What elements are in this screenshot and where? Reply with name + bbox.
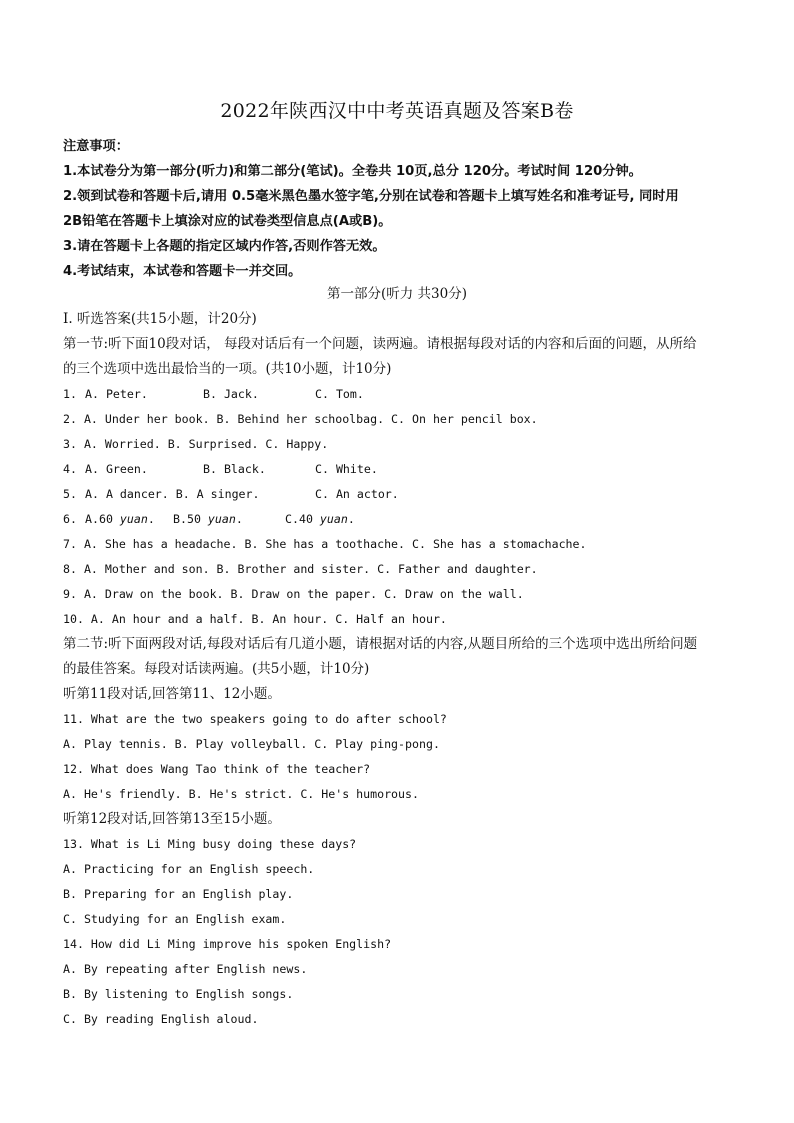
question-4: 4. A. Green. B. Black. C. White. [63,457,743,482]
part-one-heading: 第一部分(听力 共30分) [326,286,467,302]
notice-item: 2.领到试卷和答题卡后,请用 0.5毫米黑色墨水签字笔,分别在试卷和答题卡上填写姓名和准考证号, 同时用 [63,189,679,204]
section-instructions: 的三个选项中选出最恰当的一项。(共10小题，计10分) [63,361,392,377]
question-14-stem: 14. How did Li Ming improve his spoken English? [63,937,392,951]
question-7: 7. A. She has a headache. B. She has a toothache. C. She has a stomachache. [63,537,587,551]
section-instructions: 的最佳答案。每段对话读两遍。(共5小题，计10分) [63,661,370,677]
option-a: A. By repeating after English news. [63,962,308,976]
option-a: A. Green. [85,462,148,476]
option-b: B. Jack. [203,387,259,401]
question-3: 3. A. Worried. B. Surprised. C. Happy. [63,437,329,451]
notice-item: 1.本试卷分为第一部分(听力)和第二部分(笔试)。全卷共 10页,总分 120分。考试时间 120分钟。 [63,164,642,179]
question-10: 10. A. An hour and a half. B. An hour. C. Half an hour. [63,612,447,626]
section-instructions: 第一节:听下面10段对话， 每段对话后有一个问题，读两遍。请根据每段对话的内容和后面的问题，从所给 [63,336,697,352]
option-c: C.40 yuan. [285,512,355,526]
question-11-options: A. Play tennis. B. Play volleyball. C. Play ping-pong. [63,737,440,751]
question-11-stem: 11. What are the two speakers going to do after school? [63,712,447,726]
option-c: C. White. [315,462,378,476]
option-c: C. By reading English aloud. [63,1012,259,1026]
question-5: 5. A. A dancer. B. A singer. C. An actor. [63,482,743,507]
question-8: 8. A. Mother and son. B. Brother and sister. C. Father and daughter. [63,562,538,576]
notice-heading: 注意事项： [63,139,129,154]
question-9: 9. A. Draw on the book. B. Draw on the paper. C. Draw on the wall. [63,587,524,601]
notice-item: 4.考试结束，本试卷和答题卡一并交回。 [63,264,302,279]
notice-item: 3.请在答题卡上各题的指定区域内作答,否则作答无效。 [63,239,386,254]
dialog-intro: 听第11段对话,回答第11、12小题。 [63,686,281,702]
question-6: 6. A.60 yuan. B.50 yuan. C.40 yuan. [63,507,743,532]
section-heading: I. 听选答案(共15小题，计20分) [63,311,257,327]
notice-item: 2B铅笔在答题卡上填涂对应的试卷类型信息点(A或B)。 [63,214,392,229]
option-b: B. Black. [203,462,266,476]
option-b: B. By listening to English songs. [63,987,294,1001]
question-13-stem: 13. What is Li Ming busy doing these days? [63,837,357,851]
option-b: B. Preparing for an English play. [63,887,294,901]
page-title: 2022年陕西汉中中考英语真题及答案B卷 [220,100,574,122]
option-b: B.50 yuan. [173,512,243,526]
option-c: C. An actor. [315,487,399,501]
option-a: A. Peter. [85,387,148,401]
question-12-options: A. He's friendly. B. He's strict. C. He's humorous. [63,787,419,801]
question-12-stem: 12. What does Wang Tao think of the teacher? [63,762,371,776]
option-c: C. Studying for an English exam. [63,912,287,926]
option-a: A.60 yuan. [85,512,155,526]
question-1: 1. A. Peter. B. Jack. C. Tom. [63,382,743,407]
dialog-intro: 听第12段对话,回答第13至15小题。 [63,811,281,827]
notice-block [63,134,743,284]
option-c: C. Tom. [315,387,364,401]
option-a: A. Practicing for an English speech. [63,862,315,876]
listening-section [63,307,743,1032]
section-instructions: 第二节:听下面两段对话,每段对话后有几道小题，请根据对话的内容,从题目所给的三个选项中选出所给问题 [63,636,698,652]
question-2: 2. A. Under her book. B. Behind her schoolbag. C. On her pencil box. [63,412,538,426]
option-ab: A. A dancer. B. A singer. [85,487,260,501]
